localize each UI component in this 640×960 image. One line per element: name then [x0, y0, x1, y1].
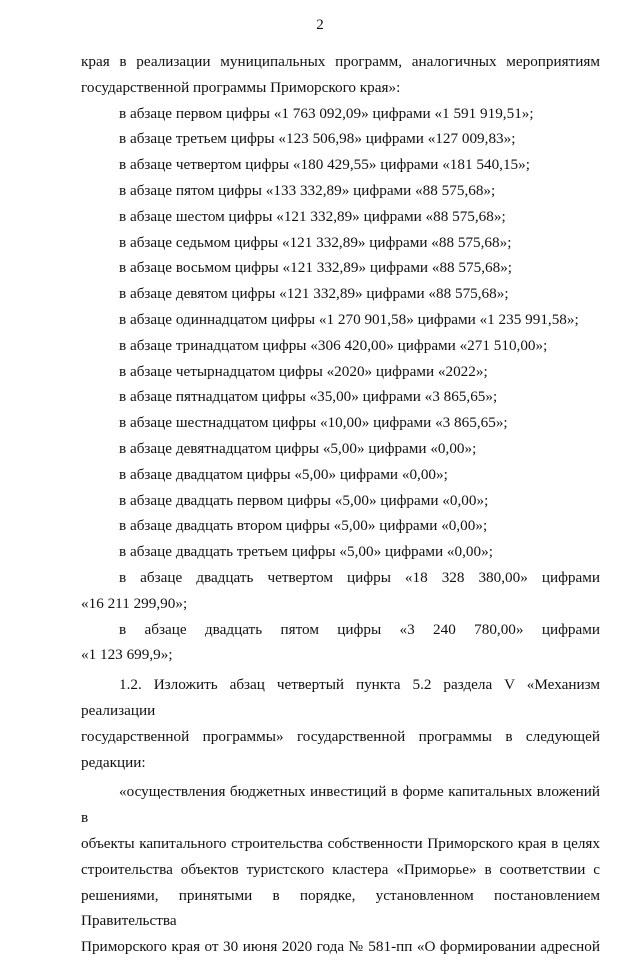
amendment-line: в абзаце третьем цифры «123 506,98» цифрами «127 009,83»; — [119, 130, 516, 148]
amendment-line: в абзаце девятом цифры «121 332,89» цифрами «88 575,68»; — [119, 285, 509, 303]
amendment-line: в абзаце одиннадцатом цифры «1 270 901,58» цифрами «1 235 991,58»; — [119, 310, 579, 328]
section-1-2-line-2: государственной программы» государственной программы в следующей редакции: — [81, 727, 600, 771]
amendment-25-line-2: «1 123 699,9»; — [81, 646, 173, 664]
amendment-line: в абзаце двадцатом цифры «5,00» цифрами «0,00»; — [119, 465, 448, 483]
amendment-25-line-1: в абзаце двадцать пятом цифры «3 240 780,00» цифрами — [119, 620, 600, 638]
quote-line-3: строительства объектов туристского кластера «Приморье» в соответствии с — [81, 860, 600, 878]
amendment-line: в абзаце первом цифры «1 763 092,09» цифрами «1 591 919,51»; — [119, 104, 534, 122]
quote-line-4: решениями, принятыми в порядке, установленном постановлением Правительства — [81, 886, 600, 930]
amendment-line: в абзаце тринадцатом цифры «306 420,00» цифрами «271 510,00»; — [119, 336, 548, 354]
quote-line-5: Приморского края от 30 июня 2020 года № 581-пп «О формировании адресной — [81, 938, 600, 956]
amendment-line: в абзаце седьмом цифры «121 332,89» цифрами «88 575,68»; — [119, 233, 512, 251]
amendment-24-line-1: в абзаце двадцать четвертом цифры «18 328 380,00» цифрами — [119, 568, 600, 586]
amendment-line: в абзаце шестнадцатом цифры «10,00» цифрами «3 865,65»; — [119, 414, 508, 432]
amendment-line: в абзаце пятом цифры «133 332,89» цифрами «88 575,68»; — [119, 181, 496, 199]
amendment-line: в абзаце шестом цифры «121 332,89» цифрами «88 575,68»; — [119, 207, 506, 225]
amendment-line: в абзаце восьмом цифры «121 332,89» цифрами «88 575,68»; — [119, 259, 513, 277]
amendment-line: в абзаце двадцать первом цифры «5,00» цифрами «0,00»; — [119, 491, 489, 509]
section-1-2-line-1: 1.2. Изложить абзац четвертый пункта 5.2 раздела V «Механизм реализации — [81, 676, 600, 719]
amendment-line: в абзаце четвертом цифры «180 429,55» цифрами «181 540,15»; — [119, 156, 530, 174]
amendment-line: в абзаце девятнадцатом цифры «5,00» цифрами «0,00»; — [119, 439, 477, 457]
page-number: 2 — [316, 17, 324, 33]
intro-line-1: края в реализации муниципальных программ, аналогичных мероприятиям — [81, 53, 600, 70]
document-body — [81, 49, 600, 960]
quote-line-2: объекты капитального строительства собственности Приморского края в целях — [81, 834, 600, 852]
amendment-24-line-2: «16 211 299,90»; — [81, 594, 188, 612]
amendment-line: в абзаце двадцать третьем цифры «5,00» цифрами «0,00»; — [119, 543, 493, 561]
amendment-line: в абзаце пятнадцатом цифры «35,00» цифрами «3 865,65»; — [119, 388, 498, 406]
intro-line-2: государственной программы Приморского края»: — [81, 78, 401, 96]
quote-line-1: «осуществления бюджетных инвестиций в форме капитальных вложений в — [81, 783, 600, 827]
amendment-line: в абзаце двадцать втором цифры «5,00» цифрами «0,00»; — [119, 517, 488, 535]
amendment-line: в абзаце четырнадцатом цифры «2020» цифрами «2022»; — [119, 362, 488, 380]
